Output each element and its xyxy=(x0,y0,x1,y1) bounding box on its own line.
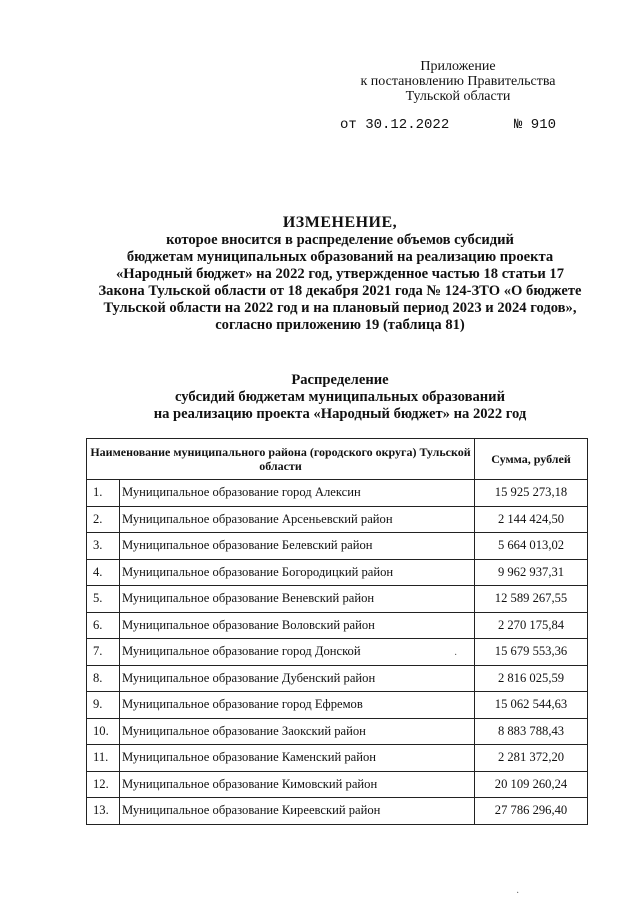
subsidy-amount: 2 270 175,84 xyxy=(475,612,588,639)
distribution-line: субсидий бюджетам муниципальных образований xyxy=(175,389,505,405)
decree-date-number xyxy=(340,117,580,133)
municipality-name: Муниципальное образование город Донской xyxy=(120,639,475,666)
table-row xyxy=(87,480,588,507)
column-header-sum: Сумма, рублей xyxy=(475,439,588,480)
table-header-row xyxy=(87,439,588,480)
decree-date: от 30.12.2022 xyxy=(340,117,450,133)
appendix-line: Тульской области xyxy=(405,89,511,104)
title-main: ИЗМЕНЕНИЕ, xyxy=(282,214,398,231)
distribution-line: Распределение xyxy=(291,372,389,388)
appendix-line: к постановлению Правительства xyxy=(360,74,556,89)
table-row xyxy=(87,745,588,772)
subsidy-amount: 20 109 260,24 xyxy=(475,771,588,798)
municipality-name: Муниципальное образование Заокский район xyxy=(120,718,475,745)
appendix-header xyxy=(343,59,573,104)
table-row xyxy=(87,718,588,745)
row-number: 4. xyxy=(87,559,120,586)
scan-mark: · xyxy=(516,888,520,899)
table-row xyxy=(87,506,588,533)
municipality-name: Муниципальное образование Дубенский район xyxy=(120,665,475,692)
subsidy-amount: 15 925 273,18 xyxy=(475,480,588,507)
subsidy-amount: 2 281 372,20 xyxy=(475,745,588,772)
title-line: которое вносится в распределение объемов субсидий xyxy=(166,232,514,248)
title-line: согласно приложению 19 (таблица 81) xyxy=(215,317,465,333)
row-number: 3. xyxy=(87,533,120,560)
municipality-name: Муниципальное образование Кимовский район xyxy=(120,771,475,798)
municipality-name: Муниципальное образование город Алексин xyxy=(120,480,475,507)
document-title xyxy=(60,214,620,334)
subsidy-amount: 27 786 296,40 xyxy=(475,798,588,825)
column-header-name: Наименование муниципального района (городского округа) Тульской области xyxy=(87,439,475,480)
row-number: 2. xyxy=(87,506,120,533)
subsidy-table xyxy=(86,438,588,825)
row-number: 9. xyxy=(87,692,120,719)
title-line: «Народный бюджет» на 2022 год, утвержденное частью 18 статьи 17 xyxy=(115,266,564,282)
title-line: Тульской области на 2022 год и на плановый период 2023 и 2024 годов», xyxy=(103,300,577,316)
subsidy-amount: 2 144 424,50 xyxy=(475,506,588,533)
row-number: 12. xyxy=(87,771,120,798)
distribution-heading xyxy=(60,372,620,423)
subsidy-amount: 15 062 544,63 xyxy=(475,692,588,719)
subsidy-amount: 2 816 025,59 xyxy=(475,665,588,692)
row-number: 5. xyxy=(87,586,120,613)
subsidy-amount: 9 962 937,31 xyxy=(475,559,588,586)
municipality-name: Муниципальное образование Киреевский район xyxy=(120,798,475,825)
table-row xyxy=(87,692,588,719)
distribution-line: на реализацию проекта «Народный бюджет» на 2022 год xyxy=(153,406,527,422)
table-row xyxy=(87,771,588,798)
table-body xyxy=(87,480,588,825)
subsidy-amount: 8 883 788,43 xyxy=(475,718,588,745)
row-number: 6. xyxy=(87,612,120,639)
table-row xyxy=(87,559,588,586)
row-number: 11. xyxy=(87,745,120,772)
subsidy-amount: 15 679 553,36 xyxy=(475,639,588,666)
municipality-name: Муниципальное образование Белевский район xyxy=(120,533,475,560)
title-line: Закона Тульской области от 18 декабря 2021 года № 124-ЗТО «О бюджете xyxy=(98,283,582,299)
row-number: 10. xyxy=(87,718,120,745)
municipality-name: Муниципальное образование Богородицкий район xyxy=(120,559,475,586)
table-row xyxy=(87,612,588,639)
table-row xyxy=(87,798,588,825)
municipality-name: Муниципальное образование Веневский район xyxy=(120,586,475,613)
subsidy-amount: 5 664 013,02 xyxy=(475,533,588,560)
row-number: 8. xyxy=(87,665,120,692)
row-number: 1. xyxy=(87,480,120,507)
row-number: 13. xyxy=(87,798,120,825)
title-line: бюджетам муниципальных образований на реализацию проекта xyxy=(126,249,554,265)
row-number: 7. xyxy=(87,639,120,666)
municipality-name: Муниципальное образование Каменский район xyxy=(120,745,475,772)
municipality-name: Муниципальное образование Арсеньевский район xyxy=(120,506,475,533)
table-row xyxy=(87,533,588,560)
table-row xyxy=(87,665,588,692)
decree-number: № 910 xyxy=(514,117,557,133)
subsidy-amount: 12 589 267,55 xyxy=(475,586,588,613)
appendix-line: Приложение xyxy=(420,59,496,74)
municipality-name: Муниципальное образование город Ефремов xyxy=(120,692,475,719)
table-row xyxy=(87,639,588,666)
table-row xyxy=(87,586,588,613)
scan-mark: · xyxy=(454,650,458,661)
municipality-name: Муниципальное образование Воловский район xyxy=(120,612,475,639)
